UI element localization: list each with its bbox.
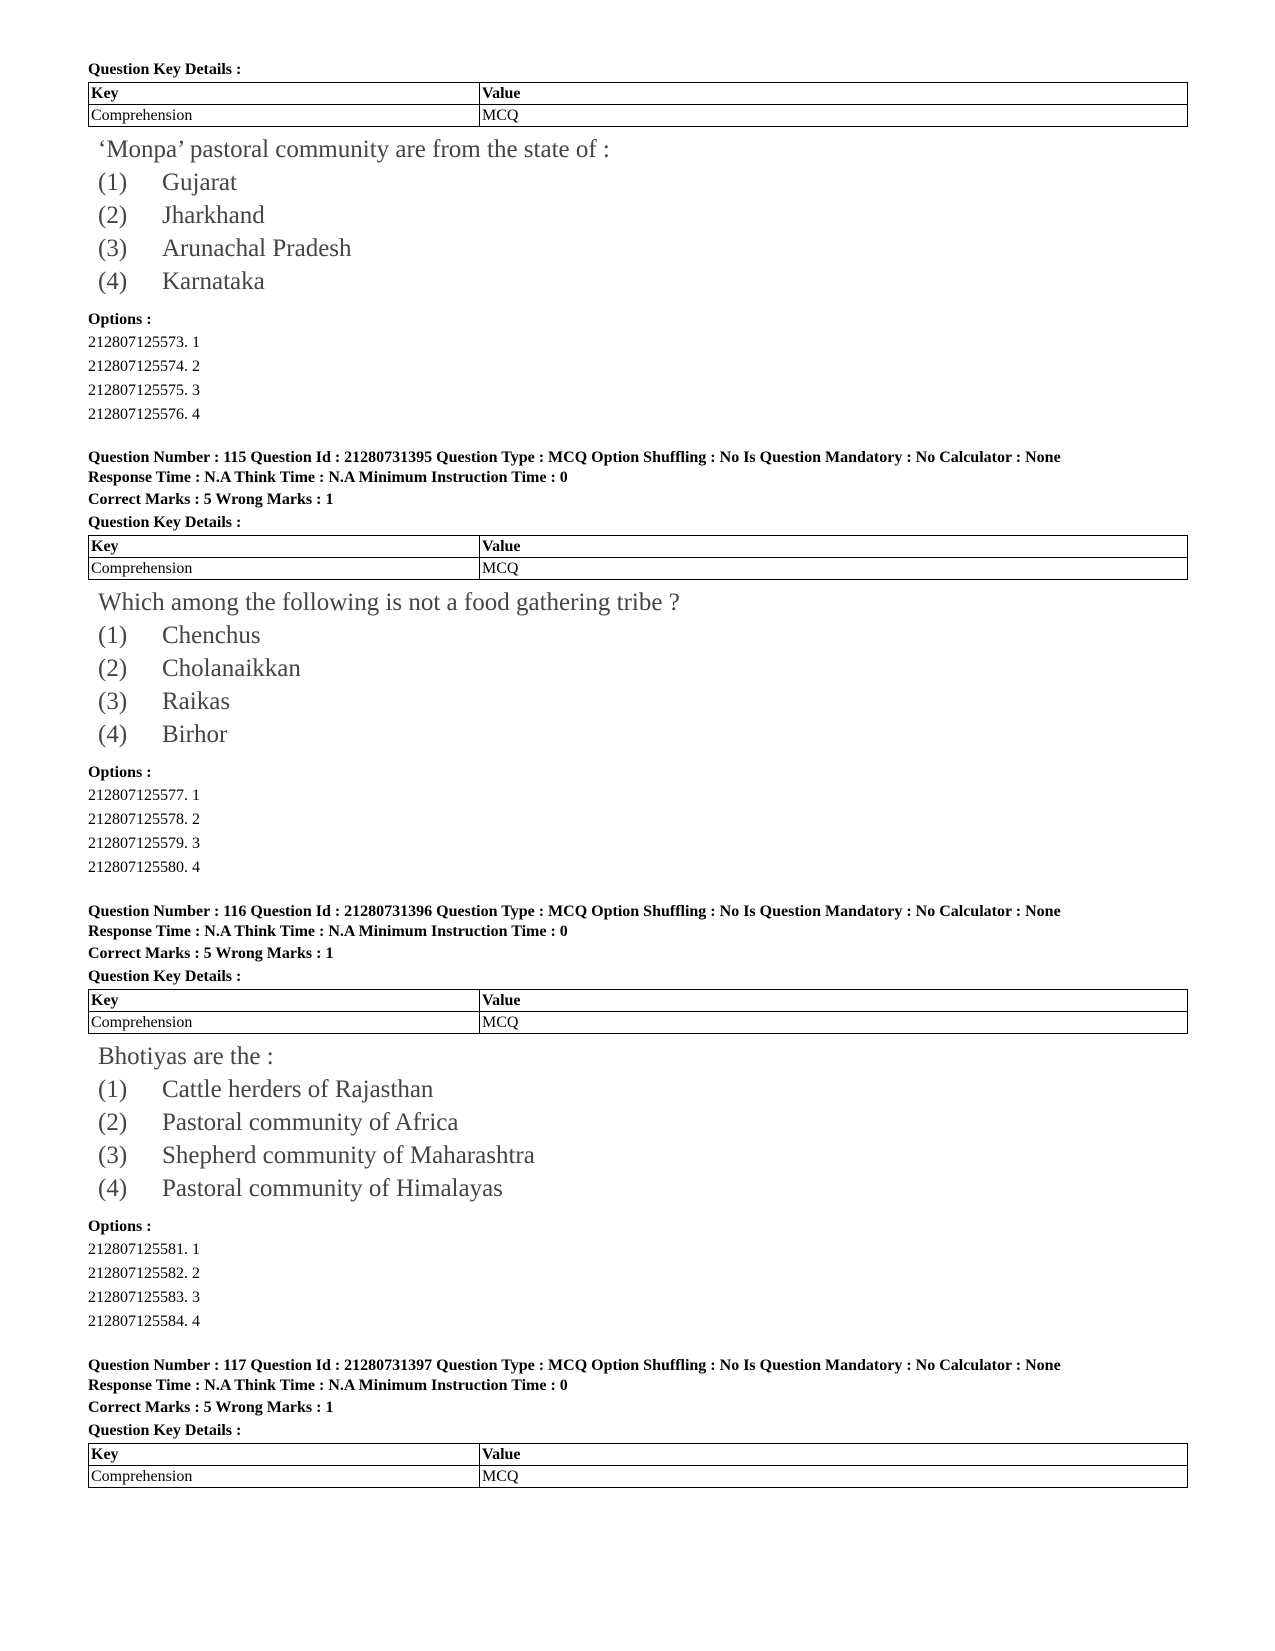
question-header: Question Number : 115 Question Id : 21280731395 Question Type : MCQ Option Shuffling : No Is Question Mandatory : No Calculator : None [88, 449, 1061, 466]
table-header-row [89, 990, 1188, 1012]
question-image-text [88, 133, 1188, 298]
choice-item: (4) Birhor [98, 721, 228, 748]
choice-item: (1) Gujarat [98, 169, 237, 196]
options-label: Options : [88, 764, 152, 781]
table-row [89, 1012, 1188, 1034]
option-line: 212807125579. 3 [88, 835, 200, 852]
key-details-table [88, 1443, 1188, 1488]
question-header: Question Number : 117 Question Id : 21280731397 Question Type : MCQ Option Shuffling : No Is Question Mandatory : No Calculator : None [88, 1357, 1061, 1374]
key-header: Key [89, 83, 480, 105]
question-block-monpa [88, 58, 1188, 427]
value-cell: MCQ [480, 558, 1188, 580]
table-row [89, 558, 1188, 580]
choice-item: (2) Cholanaikkan [98, 655, 301, 682]
value-header: Value [480, 990, 1188, 1012]
choice-item: (1) Cattle herders of Rajasthan [98, 1076, 434, 1103]
question-image-text [88, 1040, 1188, 1205]
table-row [89, 105, 1188, 127]
options-label: Options : [88, 1218, 152, 1235]
option-line: 212807125582. 2 [88, 1265, 200, 1282]
question-stem: ‘Monpa’ pastoral community are from the state of : [98, 136, 610, 163]
question-stem: Bhotiyas are the : [98, 1043, 274, 1070]
option-line: 212807125573. 1 [88, 334, 200, 351]
key-cell: Comprehension [89, 1012, 480, 1034]
key-header: Key [89, 536, 480, 558]
key-cell: Comprehension [89, 1466, 480, 1488]
option-line: 212807125578. 2 [88, 811, 200, 828]
key-cell: Comprehension [89, 105, 480, 127]
table-header-row [89, 536, 1188, 558]
option-line: 212807125575. 3 [88, 382, 200, 399]
key-details-label: Question Key Details : [88, 968, 242, 985]
value-cell: MCQ [480, 1466, 1188, 1488]
question-marks: Correct Marks : 5 Wrong Marks : 1 [88, 491, 334, 508]
option-line: 212807125581. 1 [88, 1241, 200, 1258]
key-details-table [88, 989, 1188, 1034]
value-header: Value [480, 1444, 1188, 1466]
option-line: 212807125574. 2 [88, 358, 200, 375]
question-stem: Which among the following is not a food gathering tribe ? [98, 589, 680, 616]
choice-item: (3) Arunachal Pradesh [98, 235, 352, 262]
choice-item: (4) Pastoral community of Himalayas [98, 1175, 503, 1202]
table-header-row [89, 1444, 1188, 1466]
key-header: Key [89, 990, 480, 1012]
key-details-table [88, 535, 1188, 580]
option-line: 212807125584. 4 [88, 1313, 200, 1330]
choice-item: (4) Karnataka [98, 268, 265, 295]
option-line: 212807125577. 1 [88, 787, 200, 804]
key-details-label: Question Key Details : [88, 1422, 242, 1439]
value-header: Value [480, 536, 1188, 558]
options-label: Options : [88, 311, 152, 328]
question-header: Question Number : 116 Question Id : 21280731396 Question Type : MCQ Option Shuffling : No Is Question Mandatory : No Calculator : None [88, 903, 1061, 920]
question-timing: Response Time : N.A Think Time : N.A Minimum Instruction Time : 0 [88, 1377, 568, 1394]
key-details-table [88, 82, 1188, 127]
table-row [89, 1466, 1188, 1488]
choice-item: (2) Pastoral community of Africa [98, 1109, 459, 1136]
value-cell: MCQ [480, 1012, 1188, 1034]
choice-item: (3) Shepherd community of Maharashtra [98, 1142, 535, 1169]
question-image-text [88, 586, 1188, 751]
question-block-117 [88, 1356, 1188, 1488]
choice-item: (3) Raikas [98, 688, 231, 715]
option-line: 212807125583. 3 [88, 1289, 200, 1306]
question-block-115 [88, 448, 1188, 880]
table-header-row [89, 83, 1188, 105]
option-line: 212807125580. 4 [88, 859, 200, 876]
question-marks: Correct Marks : 5 Wrong Marks : 1 [88, 945, 334, 962]
question-block-116 [88, 902, 1188, 1334]
key-details-label: Question Key Details : [88, 514, 242, 531]
choice-item: (2) Jharkhand [98, 202, 265, 229]
option-line: 212807125576. 4 [88, 406, 200, 423]
key-cell: Comprehension [89, 558, 480, 580]
value-header: Value [480, 83, 1188, 105]
value-cell: MCQ [480, 105, 1188, 127]
question-timing: Response Time : N.A Think Time : N.A Minimum Instruction Time : 0 [88, 923, 568, 940]
key-header: Key [89, 1444, 480, 1466]
choice-item: (1) Chenchus [98, 622, 261, 649]
question-timing: Response Time : N.A Think Time : N.A Minimum Instruction Time : 0 [88, 469, 568, 486]
key-details-label: Question Key Details : [88, 61, 242, 78]
question-marks: Correct Marks : 5 Wrong Marks : 1 [88, 1399, 334, 1416]
